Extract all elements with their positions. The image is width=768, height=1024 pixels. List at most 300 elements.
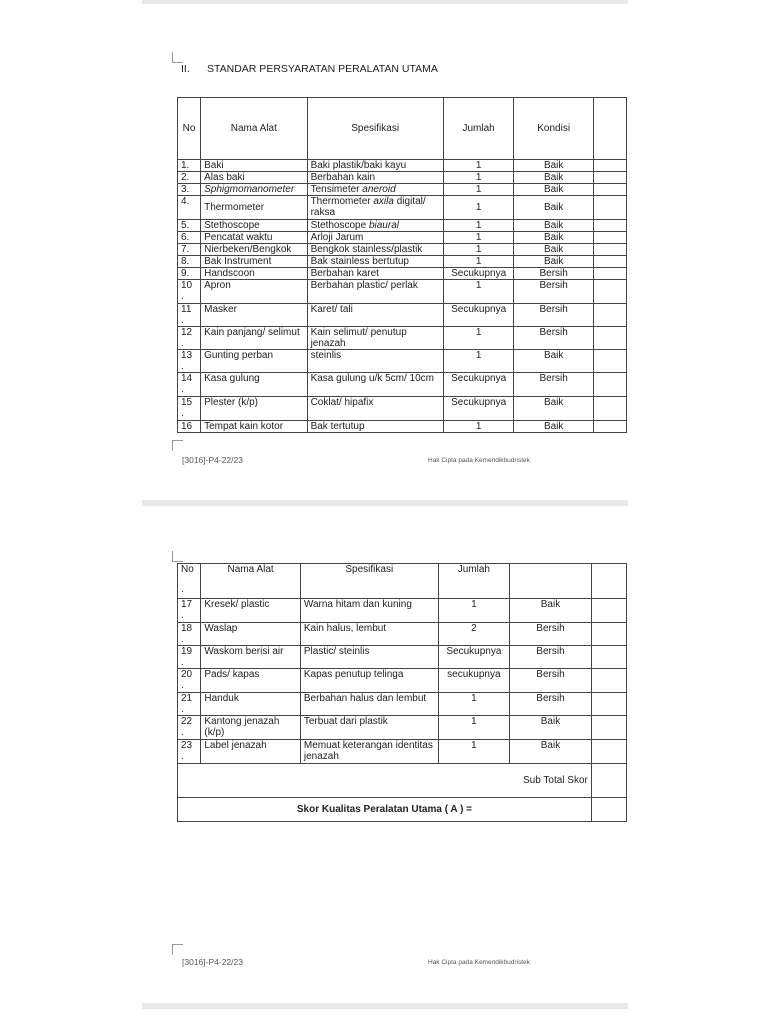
sub-total-label: Sub Total Skor: [178, 764, 592, 798]
row-kondisi: [514, 160, 593, 172]
row-kondisi: [510, 693, 592, 716]
spesifikasi-text: Berbahan karet: [310, 268, 379, 279]
row-extra: [593, 421, 626, 433]
jumlah-text: Secukupnya: [451, 304, 507, 315]
row-number: 19: [181, 646, 193, 657]
row-jumlah: [443, 421, 514, 433]
jumlah-text: 1: [471, 599, 477, 610]
row-nama-alat: [201, 196, 307, 220]
table-row: [178, 327, 627, 350]
row-no: [178, 623, 201, 646]
equipment-table-page2: [177, 563, 627, 822]
row-no: [178, 350, 201, 373]
row-number: 9.: [181, 268, 190, 279]
nama-alat-text: Pencatat waktu: [204, 232, 273, 243]
spesifikasi-text: Karet/ tali: [310, 304, 353, 315]
row-no: [178, 184, 201, 196]
table-row: [178, 220, 627, 232]
row-jumlah: [443, 397, 514, 421]
jumlah-text: 1: [475, 172, 482, 183]
row-number: 16: [181, 421, 193, 432]
table-row: [178, 232, 627, 244]
jumlah-text: 1: [475, 220, 482, 231]
row-kondisi: [510, 669, 592, 693]
row-jumlah: [438, 669, 509, 693]
header-jumlah: Jumlah: [438, 564, 509, 599]
row-jumlah: [438, 646, 509, 669]
row-spesifikasi: [300, 623, 438, 646]
spesifikasi-text: digital/ raksa: [310, 196, 426, 218]
row-no: [178, 327, 201, 350]
row-no: [178, 160, 201, 172]
row-extra: [593, 280, 626, 304]
row-no: [178, 740, 201, 764]
row-nama-alat: [201, 716, 301, 740]
row-extra: [593, 172, 626, 184]
table-row: [178, 693, 627, 716]
row-jumlah: [438, 623, 509, 646]
row-nama-alat: [201, 327, 307, 350]
nama-alat-text: Kantong jenazah (k/p): [204, 716, 280, 738]
row-kondisi: [514, 244, 593, 256]
row-spesifikasi: [307, 373, 443, 397]
kondisi-text: Baik: [543, 202, 564, 213]
kondisi-text: Baik: [540, 599, 561, 610]
row-extra: [593, 373, 626, 397]
kondisi-text: Baik: [543, 220, 564, 231]
nama-alat-text: Sphigmomanometer: [204, 184, 295, 195]
jumlah-text: Secukupnya: [451, 268, 507, 279]
row-kondisi: [510, 716, 592, 740]
header-extra: [593, 98, 626, 160]
nama-alat-text: Baki: [204, 160, 224, 171]
row-jumlah: [443, 184, 514, 196]
nama-alat-text: Nierbeken/Bengkok: [204, 244, 292, 255]
kondisi-text: Baik: [543, 232, 564, 243]
row-number: 22: [181, 716, 193, 727]
row-no: [178, 716, 201, 740]
row-nama-alat: [201, 304, 307, 327]
row-spesifikasi: [307, 421, 443, 433]
kondisi-text: Baik: [540, 716, 561, 727]
jumlah-text: 1: [475, 280, 482, 291]
row-spesifikasi: [300, 740, 438, 764]
table-row: [178, 160, 627, 172]
header-kondisi-empty: [510, 564, 592, 599]
jumlah-text: 2: [471, 623, 477, 634]
spesifikasi-italic: aneroid: [362, 184, 396, 195]
row-number: 5.: [181, 220, 190, 231]
jumlah-text: 1: [471, 740, 477, 751]
row-spesifikasi: [300, 599, 438, 623]
spesifikasi-text: Coklat/ hipafix: [310, 397, 374, 408]
row-jumlah: [443, 350, 514, 373]
header-no: No: [181, 564, 194, 575]
nama-alat-text: Alas baki: [204, 172, 245, 183]
table-row: [178, 256, 627, 268]
kondisi-text: Bersih: [539, 327, 568, 338]
row-extra: [591, 716, 626, 740]
table-header-row: [178, 564, 627, 599]
row-jumlah: [438, 599, 509, 623]
kondisi-text: Bersih: [536, 646, 565, 657]
spesifikasi-text: Terbuat dari plastik: [303, 716, 388, 727]
row-extra: [593, 220, 626, 232]
table-row: [178, 196, 627, 220]
nama-alat-text: Plester (k/p): [204, 397, 259, 408]
row-spesifikasi: [307, 268, 443, 280]
row-nama-alat: [201, 646, 301, 669]
row-no-dot: .: [181, 610, 184, 621]
row-kondisi: [514, 196, 593, 220]
kondisi-text: Baik: [540, 740, 561, 751]
row-extra: [593, 196, 626, 220]
row-number: 13: [181, 350, 193, 361]
row-no-dot: .: [181, 384, 184, 395]
nama-alat-text: Handscoon: [204, 268, 255, 279]
row-no-dot: .: [181, 657, 184, 668]
row-extra: [593, 304, 626, 327]
row-jumlah: [443, 196, 514, 220]
row-number: 2.: [181, 172, 190, 183]
row-kondisi: [514, 327, 593, 350]
row-number: 21: [181, 693, 193, 704]
jumlah-text: 1: [475, 202, 482, 213]
jumlah-text: 1: [475, 256, 482, 267]
jumlah-text: 1: [475, 160, 482, 171]
nama-alat-text: Bak Instrument: [204, 256, 272, 267]
row-nama-alat: [201, 244, 307, 256]
kondisi-text: Baik: [543, 421, 564, 432]
spesifikasi-text: Berbahan halus dan lembut: [303, 693, 427, 704]
nama-alat-text: Thermometer: [204, 202, 265, 213]
subtotal-extra: [591, 764, 626, 798]
row-jumlah: [443, 373, 514, 397]
kondisi-text: Baik: [543, 350, 564, 361]
kondisi-text: Bersih: [539, 268, 568, 279]
table-row: [178, 268, 627, 280]
row-no: [178, 397, 201, 421]
nama-alat-text: Waskom berisi air: [204, 646, 284, 657]
kondisi-text: Bersih: [539, 304, 568, 315]
row-extra: [593, 244, 626, 256]
row-no: [178, 599, 201, 623]
row-jumlah: [443, 244, 514, 256]
grand-total-row: [178, 798, 627, 822]
jumlah-text: 1: [471, 716, 477, 727]
row-no-dot: .: [181, 634, 184, 645]
row-extra: [591, 646, 626, 669]
row-no: [178, 196, 201, 220]
spesifikasi-text: Thermometer: [310, 196, 374, 207]
row-extra: [591, 693, 626, 716]
row-no-dot: .: [181, 704, 184, 715]
spesifikasi-text: steinlis: [310, 350, 342, 361]
spesifikasi-text: Berbahan plastic/ perlak: [310, 280, 418, 291]
header-no-dot: .: [181, 584, 184, 595]
equipment-table-page1: [177, 97, 627, 433]
row-jumlah: [438, 693, 509, 716]
row-nama-alat: [201, 373, 307, 397]
row-no-dot: .: [181, 291, 184, 302]
row-spesifikasi: [307, 244, 443, 256]
spesifikasi-text: Bak tertutup: [310, 421, 365, 432]
header-extra: [591, 564, 626, 599]
row-kondisi: [514, 397, 593, 421]
row-no: [178, 421, 201, 433]
row-nama-alat: [201, 184, 307, 196]
row-extra: [591, 669, 626, 693]
row-kondisi: [510, 599, 592, 623]
kondisi-text: Bersih: [539, 280, 568, 291]
table-row: [178, 184, 627, 196]
table-row: [178, 280, 627, 304]
row-no: [178, 304, 201, 327]
row-kondisi: [514, 280, 593, 304]
row-kondisi: [510, 646, 592, 669]
spesifikasi-text: Stethoscope: [310, 220, 369, 231]
kondisi-text: Bersih: [536, 693, 565, 704]
spesifikasi-text: Tensimeter: [310, 184, 363, 195]
row-kondisi: [514, 172, 593, 184]
header-jumlah: Jumlah: [443, 98, 514, 160]
nama-alat-text: Apron: [204, 280, 231, 291]
table-row: [178, 669, 627, 693]
table-row: [178, 304, 627, 327]
row-spesifikasi: [307, 160, 443, 172]
header-nama-alat: Nama Alat: [201, 98, 307, 160]
row-no: [178, 220, 201, 232]
row-nama-alat: [201, 232, 307, 244]
row-nama-alat: [201, 220, 307, 232]
row-kondisi: [514, 268, 593, 280]
row-jumlah: [443, 304, 514, 327]
kondisi-text: Baik: [543, 160, 564, 171]
nama-alat-text: Stethoscope: [204, 220, 260, 231]
row-nama-alat: [201, 280, 307, 304]
kondisi-text: Bersih: [536, 669, 565, 680]
jumlah-text: 1: [475, 232, 482, 243]
row-nama-alat: [201, 421, 307, 433]
row-no-dot: .: [181, 680, 184, 691]
table-row: [178, 244, 627, 256]
nama-alat-text: Tempat kain kotor: [204, 421, 284, 432]
kondisi-text: Baik: [543, 184, 564, 195]
row-spesifikasi: [307, 184, 443, 196]
row-number: 14: [181, 373, 193, 384]
row-kondisi: [514, 304, 593, 327]
row-spesifikasi: [307, 220, 443, 232]
row-jumlah: [443, 160, 514, 172]
nama-alat-text: Kasa gulung: [204, 373, 260, 384]
row-jumlah: [443, 220, 514, 232]
jumlah-text: 1: [471, 693, 477, 704]
row-no: [178, 268, 201, 280]
row-extra: [593, 232, 626, 244]
spesifikasi-italic: axila: [373, 196, 394, 207]
table-row: [178, 421, 627, 433]
row-jumlah: [443, 327, 514, 350]
spesifikasi-text: Bengkok stainless/plastik: [310, 244, 423, 255]
jumlah-text: Secukupnya: [446, 646, 502, 657]
row-number: 4.: [181, 196, 190, 207]
row-number: 20: [181, 669, 193, 680]
spesifikasi-text: Kapas penutup telinga: [303, 669, 404, 680]
row-number: 15: [181, 397, 193, 408]
spesifikasi-text: Kain halus, lembut: [303, 623, 387, 634]
kondisi-text: Baik: [543, 256, 564, 267]
row-kondisi: [510, 740, 592, 764]
row-no: [178, 232, 201, 244]
footer-copyright: Hak Cipta pada Kemendikbudristek: [428, 457, 530, 464]
table-header-row: [178, 98, 627, 160]
row-spesifikasi: [307, 397, 443, 421]
spesifikasi-text: Kain selimut/ penutup jenazah: [310, 327, 407, 349]
row-no-dot: .: [181, 408, 184, 419]
row-kondisi: [514, 373, 593, 397]
row-spesifikasi: [307, 256, 443, 268]
spesifikasi-text: Arloji Jarum: [310, 232, 364, 243]
header-nama-alat: Nama Alat: [201, 564, 301, 599]
row-number: 23: [181, 740, 193, 751]
nama-alat-text: Pads/ kapas: [204, 669, 260, 680]
header-no: No: [178, 98, 201, 160]
row-spesifikasi: [300, 669, 438, 693]
row-spesifikasi: [307, 196, 443, 220]
row-kondisi: [514, 232, 593, 244]
row-jumlah: [438, 716, 509, 740]
header-spesifikasi: Spesifikasi: [300, 564, 438, 599]
spesifikasi-text: Berbahan kain: [310, 172, 376, 183]
jumlah-text: Secukupnya: [451, 397, 507, 408]
row-nama-alat: [201, 623, 301, 646]
row-no-dot: .: [181, 727, 184, 738]
spesifikasi-text: Bak stainless bertutup: [310, 256, 409, 267]
row-nama-alat: [201, 599, 301, 623]
row-spesifikasi: [300, 693, 438, 716]
footer-code: [3016]-P4-22/23: [182, 957, 243, 967]
subtotal-row: [178, 764, 627, 798]
table-row: [178, 350, 627, 373]
row-extra: [593, 268, 626, 280]
jumlah-text: 1: [475, 244, 482, 255]
row-extra: [593, 327, 626, 350]
row-spesifikasi: [307, 327, 443, 350]
jumlah-text: Secukupnya: [451, 373, 507, 384]
row-jumlah: [443, 232, 514, 244]
nama-alat-text: Label jenazah: [204, 740, 267, 751]
row-number: 8.: [181, 256, 190, 267]
row-kondisi: [514, 350, 593, 373]
row-nama-alat: [201, 740, 301, 764]
row-extra: [591, 740, 626, 764]
table-row: [178, 740, 627, 764]
row-spesifikasi: [307, 304, 443, 327]
row-nama-alat: [201, 172, 307, 184]
spesifikasi-text: Memuat keterangan identitas jenazah: [303, 740, 433, 762]
jumlah-text: 1: [475, 350, 482, 361]
row-spesifikasi: [300, 716, 438, 740]
row-kondisi: [514, 421, 593, 433]
row-jumlah: [438, 740, 509, 764]
row-number: 17: [181, 599, 193, 610]
nama-alat-text: Masker: [204, 304, 237, 315]
row-number: 1.: [181, 160, 190, 171]
row-kondisi: [510, 623, 592, 646]
spesifikasi-text: Baki plastik/baki kayu: [310, 160, 407, 171]
jumlah-text: 1: [475, 421, 482, 432]
row-no-dot: .: [181, 751, 184, 762]
row-jumlah: [443, 172, 514, 184]
jumlah-text: secukupnya: [447, 669, 501, 680]
header-kondisi: Kondisi: [514, 98, 593, 160]
table-row: [178, 172, 627, 184]
row-no-dot: .: [181, 361, 184, 372]
row-no: [178, 244, 201, 256]
row-no: [178, 280, 201, 304]
nama-alat-text: Kain panjang/ selimut: [204, 327, 300, 338]
section-number: II.: [181, 63, 190, 75]
row-jumlah: [443, 256, 514, 268]
row-kondisi: [514, 256, 593, 268]
grand-total-label: Skor Kualitas Peralatan Utama ( A ) =: [178, 798, 592, 822]
table-row: [178, 397, 627, 421]
jumlah-text: 1: [475, 184, 482, 195]
row-number: 6.: [181, 232, 190, 243]
jumlah-text: 1: [475, 327, 482, 338]
footer-code: [3016]-P4-22/23: [182, 455, 243, 465]
kondisi-text: Bersih: [539, 373, 568, 384]
row-extra: [593, 397, 626, 421]
row-extra: [593, 350, 626, 373]
row-no: [178, 373, 201, 397]
row-jumlah: [443, 268, 514, 280]
row-spesifikasi: [307, 172, 443, 184]
row-extra: [593, 160, 626, 172]
footer-copyright: Hak Cipta pada Kemendikbudristek: [428, 959, 530, 966]
kondisi-text: Bersih: [536, 623, 565, 634]
row-no-dot: .: [181, 338, 184, 349]
table-row: [178, 646, 627, 669]
row-number: 18: [181, 623, 193, 634]
spesifikasi-text: Plastic/ steinlis: [303, 646, 370, 657]
row-extra: [593, 184, 626, 196]
row-number: 7.: [181, 244, 190, 255]
spesifikasi-text: Kasa gulung u/k 5cm/ 10cm: [310, 373, 434, 384]
header-spesifikasi: Spesifikasi: [307, 98, 443, 160]
row-nama-alat: [201, 397, 307, 421]
row-no: [178, 256, 201, 268]
row-no: [178, 669, 201, 693]
row-number: 11: [181, 304, 192, 315]
row-number: 12: [181, 327, 193, 338]
nama-alat-text: Kresek/ plastic: [204, 599, 270, 610]
grand-total-extra: [591, 798, 626, 822]
row-no: [178, 693, 201, 716]
header-no-cell: [178, 564, 201, 599]
row-spesifikasi: [307, 232, 443, 244]
row-nama-alat: [201, 268, 307, 280]
row-number: 10: [181, 280, 193, 291]
row-spesifikasi: [307, 350, 443, 373]
row-extra: [593, 256, 626, 268]
row-nama-alat: [201, 669, 301, 693]
kondisi-text: Baik: [543, 244, 564, 255]
row-nama-alat: [201, 350, 307, 373]
row-number: 3.: [181, 184, 190, 195]
row-no-dot: .: [181, 315, 184, 326]
kondisi-text: Baik: [543, 172, 564, 183]
